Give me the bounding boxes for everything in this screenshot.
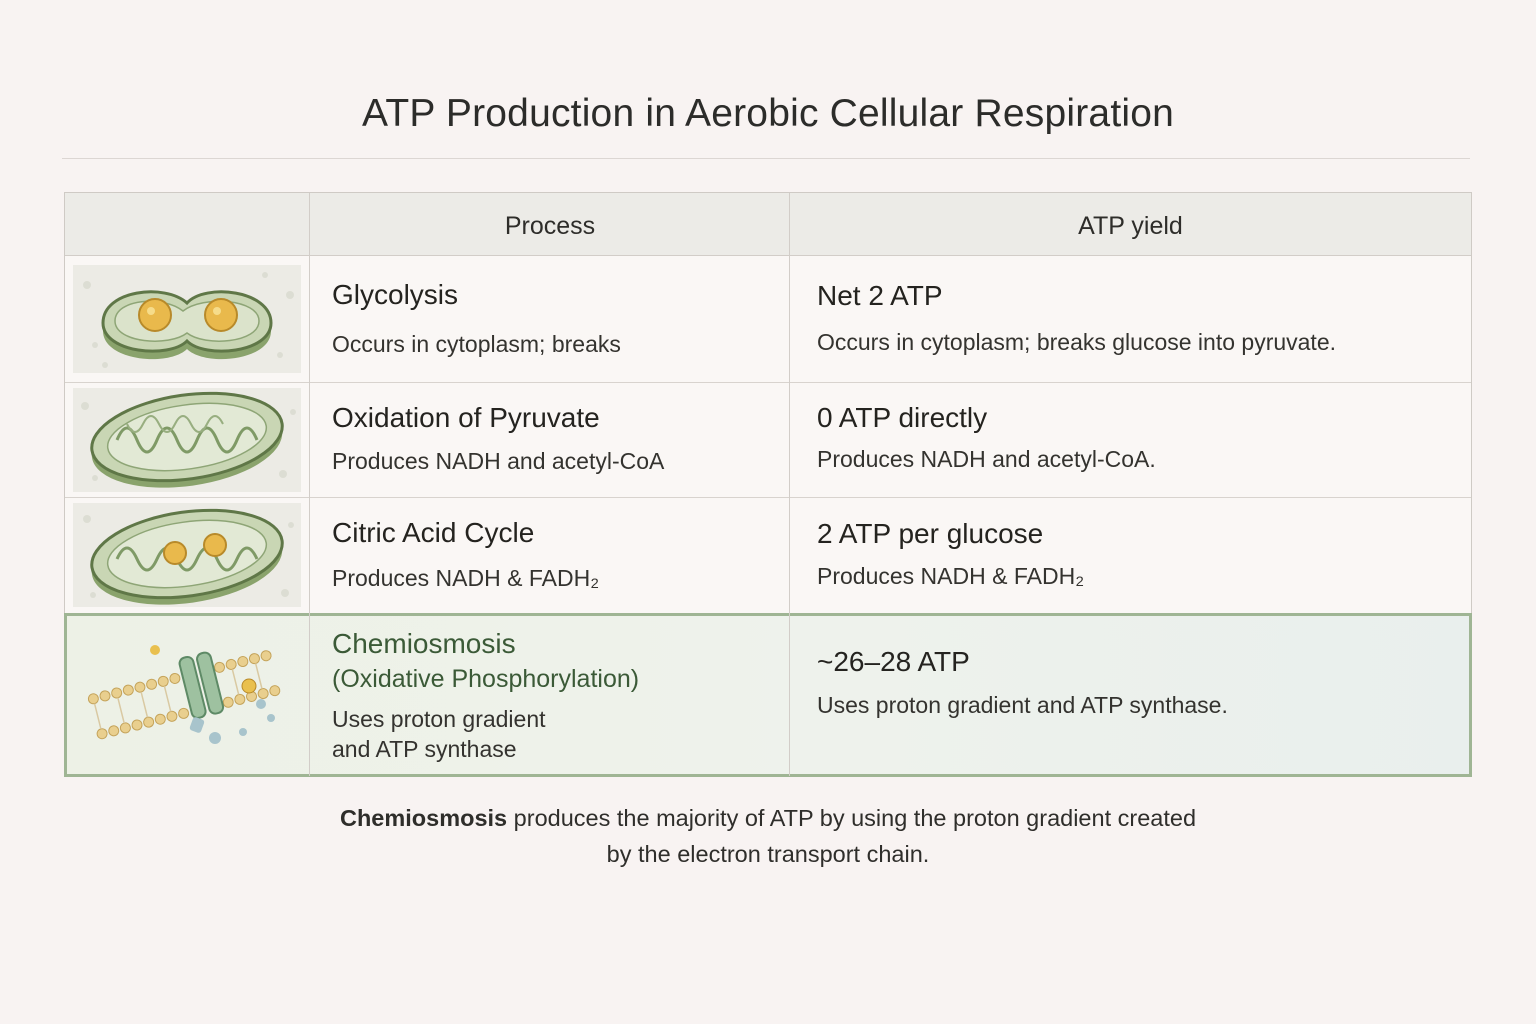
table-row-highlighted [65, 614, 1471, 776]
atp-yield-value: Net 2 ATP [817, 280, 943, 311]
footer-bold-term: Chemiosmosis [339, 805, 508, 831]
atp-yield-desc: Occurs in cytoplasm; breaks glucose into pyruvate. [817, 329, 1337, 355]
atp-yield-desc: Produces NADH and acetyl-CoA. [817, 446, 1156, 472]
process-title: Citric Acid Cycle [332, 517, 535, 548]
column-divider [789, 193, 790, 776]
table-row [65, 497, 1471, 614]
column-divider [309, 193, 310, 776]
table-row [65, 255, 1471, 383]
title-divider [62, 158, 1470, 159]
atp-yield-desc: Produces NADH & FADH₂ [817, 563, 1085, 589]
header-process: Process [504, 212, 596, 240]
membrane-atp-synthase-icon [65, 614, 309, 776]
page-title: ATP Production in Aerobic Cellular Respiration [362, 92, 1174, 135]
process-title: Oxidation of Pyruvate [332, 402, 600, 433]
process-title: Glycolysis [332, 279, 459, 310]
process-desc: Produces NADH & FADH₂ [332, 565, 600, 591]
table-row [65, 382, 1471, 498]
mitochondrion-icon [65, 382, 309, 497]
cell-cytoplasm-icon [65, 255, 309, 382]
footer-note-line2: by the electron transport chain. [606, 841, 930, 867]
table-header [65, 193, 1471, 256]
mitochondrion-matrix-icon [65, 497, 309, 613]
atp-yield-value: 2 ATP per glucose [817, 518, 1044, 549]
process-desc-line2: and ATP synthase [332, 736, 517, 762]
header-atp-yield: ATP yield [1078, 212, 1183, 240]
process-desc: Occurs in cytoplasm; breaks [332, 331, 621, 357]
process-desc: Produces NADH and acetyl-CoA [332, 448, 665, 474]
footer-text: produces the majority of ATP by using the proton gradient created [507, 805, 1197, 831]
atp-yield-desc: Uses proton gradient and ATP synthase. [817, 692, 1228, 718]
footer-note-line1 [0, 800, 1536, 836]
process-title: Chemiosmosis [332, 628, 516, 659]
atp-yield-value: 0 ATP directly [817, 402, 988, 433]
process-subtitle: (Oxidative Phosphorylation) [332, 665, 640, 693]
process-desc-line1: Uses proton gradient [332, 706, 546, 732]
atp-table [64, 192, 1472, 777]
atp-yield-value: ~26–28 ATP [817, 646, 970, 677]
